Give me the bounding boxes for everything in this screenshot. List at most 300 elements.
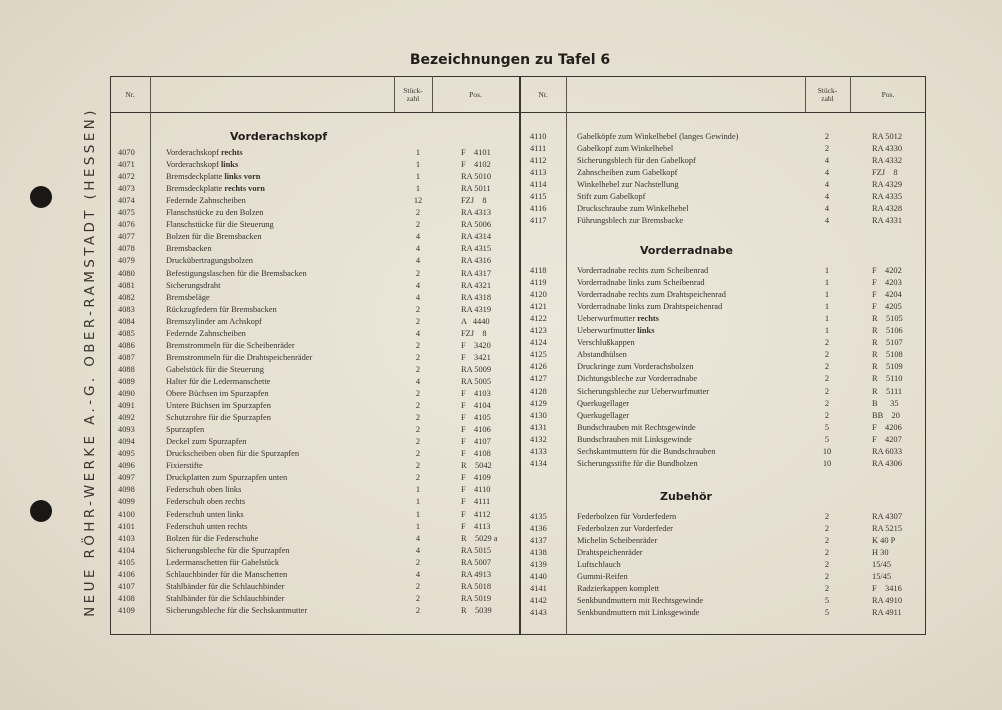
row-position: RA 4328 <box>872 204 903 214</box>
header-pos-left: Pos. <box>469 90 482 99</box>
row-bezeichnung: Querkugellager <box>577 398 630 408</box>
row-bezeichnung: Ueberwurfmutter rechts <box>577 314 659 324</box>
row-stueckzahl: 4 <box>415 376 421 386</box>
table-row <box>118 328 516 340</box>
row-position: R 5039 <box>461 605 492 615</box>
row-stueckzahl: 1 <box>824 290 830 300</box>
header-nr-left: Nr. <box>125 90 135 99</box>
row-stueckzahl: 4 <box>824 156 830 166</box>
header-stueck-right: Stück- zahl <box>817 86 838 103</box>
row-stueckzahl: 2 <box>415 340 421 350</box>
row-stueckzahl: 5 <box>824 596 830 606</box>
table-row <box>118 219 516 231</box>
table-row <box>118 472 516 484</box>
row-nr: 4123 <box>530 326 547 336</box>
row-position: RA 4911 <box>872 608 902 618</box>
row-stueckzahl: 5 <box>824 434 830 444</box>
row-nr: 4082 <box>118 292 135 302</box>
table-row <box>118 316 516 328</box>
row-position: RA 4314 <box>461 232 492 242</box>
row-bezeichnung: Untere Büchsen im Spurzapfen <box>166 401 271 411</box>
row-bezeichnung: Winkelhebel zur Nachstellung <box>577 180 679 190</box>
row-position: RA 4313 <box>461 208 492 218</box>
table-row <box>118 605 516 617</box>
row-position: FZJ 8 <box>461 196 487 206</box>
row-nr: 4074 <box>118 196 135 206</box>
row-nr: 4099 <box>118 497 135 507</box>
table-row <box>118 195 516 207</box>
table-row <box>530 313 924 325</box>
row-position: F 4103 <box>461 389 491 398</box>
row-nr: 4105 <box>118 557 135 567</box>
row-position: RA 4316 <box>461 256 492 266</box>
table-row <box>530 373 924 385</box>
row-bezeichnung: Bundschrauben mit Rechtsgewinde <box>577 422 696 432</box>
table-row <box>530 301 924 313</box>
row-position: RA 5215 <box>872 524 903 534</box>
row-position: F 4109 <box>461 473 491 483</box>
table-row <box>118 255 516 267</box>
row-stueckzahl: 10 <box>822 446 832 456</box>
row-position: F 4202 <box>872 266 902 275</box>
table-row <box>530 434 924 446</box>
table-row <box>530 535 924 547</box>
row-position: BB 20 <box>872 410 900 420</box>
row-position: RA 5018 <box>461 581 492 591</box>
row-position: RA 4319 <box>461 304 492 314</box>
row-stueckzahl: 1 <box>415 509 421 519</box>
table-row <box>118 243 516 255</box>
row-position: F 4104 <box>461 401 491 411</box>
row-stueckzahl: 1 <box>415 148 421 157</box>
row-nr: 4101 <box>118 521 135 531</box>
row-bezeichnung: Ledermanschetten für Gabelstück <box>166 557 280 567</box>
row-position: RA 4318 <box>461 292 492 302</box>
row-bezeichnung: Sicherungsstifte für die Bundbolzen <box>577 458 698 468</box>
row-stueckzahl: 10 <box>822 458 832 468</box>
row-stueckzahl: 1 <box>415 497 421 507</box>
row-position: RA 5007 <box>461 557 492 567</box>
row-nr: 4073 <box>118 184 135 194</box>
row-stueckzahl: 2 <box>824 584 830 594</box>
table-row <box>530 277 924 289</box>
row-position: K 40 P <box>872 536 896 546</box>
row-nr: 4077 <box>118 232 135 242</box>
table-row <box>530 337 924 349</box>
row-bezeichnung: Vorderradnabe rechts zum Drahtspeichenrad <box>577 290 726 300</box>
row-position: RA 4315 <box>461 244 492 254</box>
row-nr: 4139 <box>530 560 547 570</box>
row-stueckzahl: 2 <box>415 581 421 591</box>
row-nr: 4104 <box>118 545 135 555</box>
row-stueckzahl: 2 <box>824 338 830 348</box>
page-title: Bezeichnungen zu Tafel 6 <box>409 52 611 68</box>
row-bezeichnung: Verschlußkappen <box>577 338 635 348</box>
row-nr: 4086 <box>118 340 135 350</box>
row-bezeichnung: Gabelstück für die Steuerung <box>166 364 264 374</box>
row-bezeichnung: Stahlbänder für die Schlauchbinder <box>166 593 285 603</box>
row-stueckzahl: 2 <box>415 449 421 459</box>
row-nr: 4080 <box>118 268 135 278</box>
row-position: F 4113 <box>461 521 491 531</box>
row-nr: 4100 <box>118 509 135 519</box>
table-row <box>530 179 924 191</box>
row-nr: 4134 <box>530 458 547 468</box>
table-row <box>530 155 924 167</box>
row-stueckzahl: 2 <box>824 560 830 570</box>
row-stueckzahl: 1 <box>415 521 421 531</box>
row-position: RA 5009 <box>461 364 492 374</box>
row-bezeichnung: Flanschstücke zu den Bolzen <box>166 208 264 218</box>
row-position: R 5107 <box>872 338 903 348</box>
table-row <box>118 521 516 533</box>
row-stueckzahl: 2 <box>824 362 830 372</box>
row-position: FZJ 8 <box>872 168 898 178</box>
row-nr: 4109 <box>118 605 135 615</box>
row-stueckzahl: 4 <box>415 256 421 266</box>
row-position: F 4107 <box>461 437 491 447</box>
row-position: RA 4331 <box>872 216 903 226</box>
row-nr: 4106 <box>118 569 135 579</box>
row-nr: 4117 <box>530 216 547 226</box>
row-position: RA 4306 <box>872 458 903 468</box>
row-bezeichnung: Federschuh oben links <box>166 485 242 495</box>
row-position: FZJ 8 <box>461 328 487 338</box>
row-stueckzahl: 1 <box>824 278 830 288</box>
row-bezeichnung: Federschuh oben rechts <box>166 497 246 507</box>
table-row <box>530 143 924 155</box>
row-nr: 4129 <box>530 398 547 408</box>
table-row <box>118 147 516 159</box>
row-nr: 4094 <box>118 437 135 447</box>
section-vorderradnabe: Vorderradnabe <box>640 244 733 257</box>
row-nr: 4095 <box>118 449 135 459</box>
row-position: F 3420 <box>461 340 491 350</box>
row-bezeichnung: Bremstrommeln für die Drahtspeichenräder <box>166 352 313 362</box>
row-bezeichnung: Vorderachskopf rechts <box>166 148 243 157</box>
row-nr: 4125 <box>530 350 547 360</box>
table-row <box>530 583 924 595</box>
table-row <box>118 424 516 436</box>
row-stueckzahl: 2 <box>415 605 421 615</box>
row-nr: 4114 <box>530 180 547 190</box>
row-stueckzahl: 2 <box>415 364 421 374</box>
row-stueckzahl: 2 <box>824 512 830 521</box>
row-bezeichnung: Bundschrauben mit Linksgewinde <box>577 434 692 444</box>
row-position: F 4206 <box>872 422 902 432</box>
table-row <box>530 458 924 470</box>
row-bezeichnung: Bremsdeckplatte rechts vorn <box>166 184 265 194</box>
table-row <box>530 167 924 179</box>
table-row <box>118 412 516 424</box>
row-stueckzahl: 4 <box>824 168 830 178</box>
row-stueckzahl: 1 <box>824 326 830 336</box>
section-vorderachskopf: Vorderachskopf <box>230 130 328 143</box>
row-bezeichnung: Führungsblech zur Bremsbacke <box>577 216 684 226</box>
row-position: F 3416 <box>872 584 902 594</box>
row-stueckzahl: 1 <box>415 172 421 182</box>
row-nr: 4121 <box>530 302 547 312</box>
row-bezeichnung-emphasis: links <box>635 326 655 336</box>
row-nr: 4135 <box>530 512 547 521</box>
row-position: R 5105 <box>872 314 903 324</box>
table-row <box>530 349 924 361</box>
row-bezeichnung: Druckschraube zum Winkelhebel <box>577 204 689 214</box>
row-bezeichnung-emphasis: rechts <box>218 148 243 157</box>
row-stueckzahl: 2 <box>415 220 421 230</box>
row-bezeichnung-emphasis: rechts vorn <box>222 184 265 194</box>
row-position: R 5111 <box>872 386 903 396</box>
row-nr: 4120 <box>530 290 547 300</box>
table-row <box>530 398 924 410</box>
row-nr: 4091 <box>118 401 135 411</box>
row-bezeichnung: Federnde Zahnscheiben <box>166 328 246 338</box>
row-bezeichnung: Obere Büchsen im Spurzapfen <box>166 389 269 398</box>
row-position: RA 5011 <box>461 184 491 194</box>
table-row <box>118 207 516 219</box>
row-nr: 4143 <box>530 608 547 618</box>
section-zubehoer: Zubehör <box>660 490 712 503</box>
table-row <box>530 571 924 583</box>
row-position: 15/45 <box>872 560 892 570</box>
row-stueckzahl: 1 <box>824 302 830 312</box>
row-bezeichnung: Vorderradnabe links zum Scheibenrad <box>577 278 705 288</box>
row-bezeichnung: Federschuh unten rechts <box>166 521 248 531</box>
row-nr: 4137 <box>530 536 547 546</box>
table-row <box>118 159 516 171</box>
row-stueckzahl: 2 <box>415 593 421 603</box>
row-bezeichnung: Vorderradnabe rechts zum Scheibenrad <box>577 266 709 275</box>
table-row <box>118 557 516 569</box>
row-stueckzahl: 4 <box>415 232 421 242</box>
table-row <box>118 340 516 352</box>
row-bezeichnung: Stift zum Gabelkopf <box>577 192 646 202</box>
row-stueckzahl: 4 <box>415 569 421 579</box>
row-nr: 4132 <box>530 434 547 444</box>
row-stueckzahl: 12 <box>413 196 423 206</box>
table-row <box>118 496 516 508</box>
row-stueckzahl: 1 <box>824 266 830 275</box>
row-position: RA 4332 <box>872 156 903 166</box>
row-bezeichnung: Sicherungsbleche für die Sechskantmutter <box>166 605 308 615</box>
row-position: F 4108 <box>461 449 491 459</box>
row-bezeichnung: Bolzen für die Bremsbacken <box>166 232 262 242</box>
row-nr: 4079 <box>118 256 135 266</box>
table-row <box>530 265 924 277</box>
row-position: R 5109 <box>872 362 903 372</box>
row-bezeichnung: Druckplatten zum Spurzapfen unten <box>166 473 288 483</box>
row-bezeichnung: Drahtspeichenräder <box>577 548 643 558</box>
row-stueckzahl: 1 <box>415 160 421 170</box>
row-nr: 4127 <box>530 374 547 384</box>
row-nr: 4133 <box>530 446 547 456</box>
row-position: F 4207 <box>872 434 902 444</box>
row-bezeichnung: Bremstrommeln für die Scheibenräder <box>166 340 295 350</box>
row-bezeichnung: Bremszylinder am Achskopf <box>166 316 262 326</box>
table-row <box>530 595 924 607</box>
table-row <box>118 509 516 521</box>
row-stueckzahl: 2 <box>824 410 830 420</box>
row-nr: 4111 <box>530 144 547 154</box>
row-bezeichnung: Bremsbeläge <box>166 292 210 302</box>
row-nr: 4136 <box>530 524 547 534</box>
row-bezeichnung: Gummi-Reifen <box>577 572 628 582</box>
row-position: R 5108 <box>872 350 903 360</box>
row-nr: 4081 <box>118 280 135 290</box>
header-pos-right: Pos. <box>881 90 895 99</box>
row-stueckzahl: 2 <box>415 316 421 326</box>
row-position: F 3421 <box>461 352 491 362</box>
row-bezeichnung: Rückzugfedern für Bremsbacken <box>166 304 277 314</box>
row-nr: 4119 <box>530 278 547 288</box>
row-bezeichnung: Senkbundmuttern mit Linksgewinde <box>577 608 700 618</box>
table-row <box>118 400 516 412</box>
row-stueckzahl: 2 <box>824 350 830 360</box>
table-row <box>530 607 924 619</box>
row-nr: 4116 <box>530 204 547 214</box>
center-divider <box>519 76 521 635</box>
row-position: RA 4307 <box>872 512 903 521</box>
row-bezeichnung: Druckscheiben oben für die Spurzapfen <box>166 449 300 459</box>
table-row <box>530 511 924 523</box>
row-bezeichnung: Federnde Zahnscheiben <box>166 196 246 206</box>
row-bezeichnung: Luftschlauch <box>577 560 621 570</box>
row-position: 15/45 <box>872 572 892 582</box>
row-nr: 4108 <box>118 593 135 603</box>
row-bezeichnung: Federbolzen für Vorderfedern <box>577 512 677 521</box>
row-nr: 4128 <box>530 386 547 396</box>
row-bezeichnung: Radzierkappen komplett <box>577 584 660 594</box>
row-stueckzahl: 2 <box>415 208 421 218</box>
row-bezeichnung: Ueberwurfmutter links <box>577 326 655 336</box>
row-bezeichnung: Querkugellager <box>577 410 630 420</box>
row-position: RA 5015 <box>461 545 492 555</box>
table-row <box>118 280 516 292</box>
row-bezeichnung: Abstandhülsen <box>577 350 627 360</box>
row-bezeichnung: Sicherungsbleche zur Ueberwurfmutter <box>577 386 710 396</box>
row-nr: 4084 <box>118 316 135 326</box>
row-position: RA 4910 <box>872 596 903 606</box>
row-stueckzahl: 2 <box>415 461 421 471</box>
row-position: F 4112 <box>461 509 491 519</box>
row-nr: 4103 <box>118 533 135 543</box>
row-stueckzahl: 2 <box>415 268 421 278</box>
row-nr: 4107 <box>118 581 135 591</box>
row-stueckzahl: 2 <box>824 548 830 558</box>
row-bezeichnung: Bolzen für die Federschuhe <box>166 533 259 543</box>
row-stueckzahl: 4 <box>824 204 830 214</box>
row-nr: 4113 <box>530 168 547 178</box>
row-nr: 4118 <box>530 266 547 275</box>
row-stueckzahl: 2 <box>824 524 830 534</box>
row-bezeichnung: Schutzrohre für die Spurzapfen <box>166 413 271 423</box>
row-stueckzahl: 2 <box>824 398 830 408</box>
row-stueckzahl: 2 <box>415 437 421 447</box>
row-nr: 4098 <box>118 485 135 495</box>
row-bezeichnung: Sechskantmuttern für die Bundschrauben <box>577 446 716 456</box>
row-nr: 4087 <box>118 352 135 362</box>
row-nr: 4115 <box>530 192 547 202</box>
row-nr: 4142 <box>530 596 547 606</box>
row-nr: 4092 <box>118 413 135 423</box>
row-position: F 4205 <box>872 302 902 312</box>
row-nr: 4093 <box>118 425 135 435</box>
row-position: R 5042 <box>461 461 492 471</box>
row-stueckzahl: 2 <box>415 473 421 483</box>
table-row <box>530 131 924 143</box>
row-nr: 4096 <box>118 461 135 471</box>
row-stueckzahl: 2 <box>824 572 830 582</box>
row-nr: 4124 <box>530 338 547 348</box>
table-row <box>530 289 924 301</box>
table-row <box>118 304 516 316</box>
table-row <box>118 545 516 557</box>
row-nr: 4076 <box>118 220 135 230</box>
table-row <box>118 569 516 581</box>
punch-hole-top <box>30 186 52 208</box>
row-bezeichnung: Flanschstücke für die Steuerung <box>166 220 274 230</box>
table-row <box>530 422 924 434</box>
table-row <box>118 292 516 304</box>
row-position: F 4105 <box>461 413 491 423</box>
row-position: RA 4317 <box>461 268 492 278</box>
row-stueckzahl: 4 <box>415 280 421 290</box>
table-row <box>118 388 516 400</box>
row-position: RA 5012 <box>872 132 903 141</box>
row-nr: 4083 <box>118 304 135 314</box>
row-position: H 30 <box>872 548 889 558</box>
row-position: RA 5006 <box>461 220 492 230</box>
row-bezeichnung: Schlauchbinder für die Manschetten <box>166 569 288 579</box>
row-stueckzahl: 2 <box>415 352 421 362</box>
row-position: RA 5010 <box>461 172 492 182</box>
row-nr: 4140 <box>530 572 547 582</box>
row-stueckzahl: 1 <box>415 184 421 194</box>
table-row <box>118 268 516 280</box>
row-nr: 4070 <box>118 148 135 157</box>
row-stueckzahl: 4 <box>824 192 830 202</box>
punch-hole-bottom <box>30 500 52 522</box>
row-nr: 4141 <box>530 584 547 594</box>
table-row <box>118 183 516 195</box>
row-position: R 5110 <box>872 374 903 384</box>
row-position: F 4102 <box>461 160 491 170</box>
header-divider <box>110 112 926 113</box>
row-bezeichnung: Vorderradnabe links zum Drahtspeichenrad <box>577 302 723 312</box>
row-bezeichnung: Bremsbacken <box>166 244 212 254</box>
table-row <box>118 593 516 605</box>
row-bezeichnung-emphasis: links <box>218 160 239 170</box>
row-nr: 4072 <box>118 172 135 182</box>
row-nr: 4138 <box>530 548 547 558</box>
row-position: RA 4913 <box>461 569 492 579</box>
row-bezeichnung: Druckringe zum Vorderachsbolzen <box>577 362 694 372</box>
row-stueckzahl: 2 <box>824 374 830 384</box>
row-nr: 4078 <box>118 244 135 254</box>
table-row <box>118 484 516 496</box>
row-bezeichnung: Senkbundmuttern mit Rechtsgewinde <box>577 596 704 606</box>
row-stueckzahl: 2 <box>824 132 830 141</box>
table-row <box>530 523 924 535</box>
row-bezeichnung: Befestigungslaschen für die Bremsbacken <box>166 268 307 278</box>
row-bezeichnung: Gabelköpfe zum Winkelhebel (langes Gewinde) <box>577 132 739 141</box>
table-row <box>118 448 516 460</box>
row-stueckzahl: 1 <box>824 314 830 324</box>
table-row <box>118 436 516 448</box>
row-bezeichnung: Stahlbänder für die Schlauchbinder <box>166 581 285 591</box>
table-row <box>530 386 924 398</box>
row-position: F 4111 <box>461 497 491 507</box>
